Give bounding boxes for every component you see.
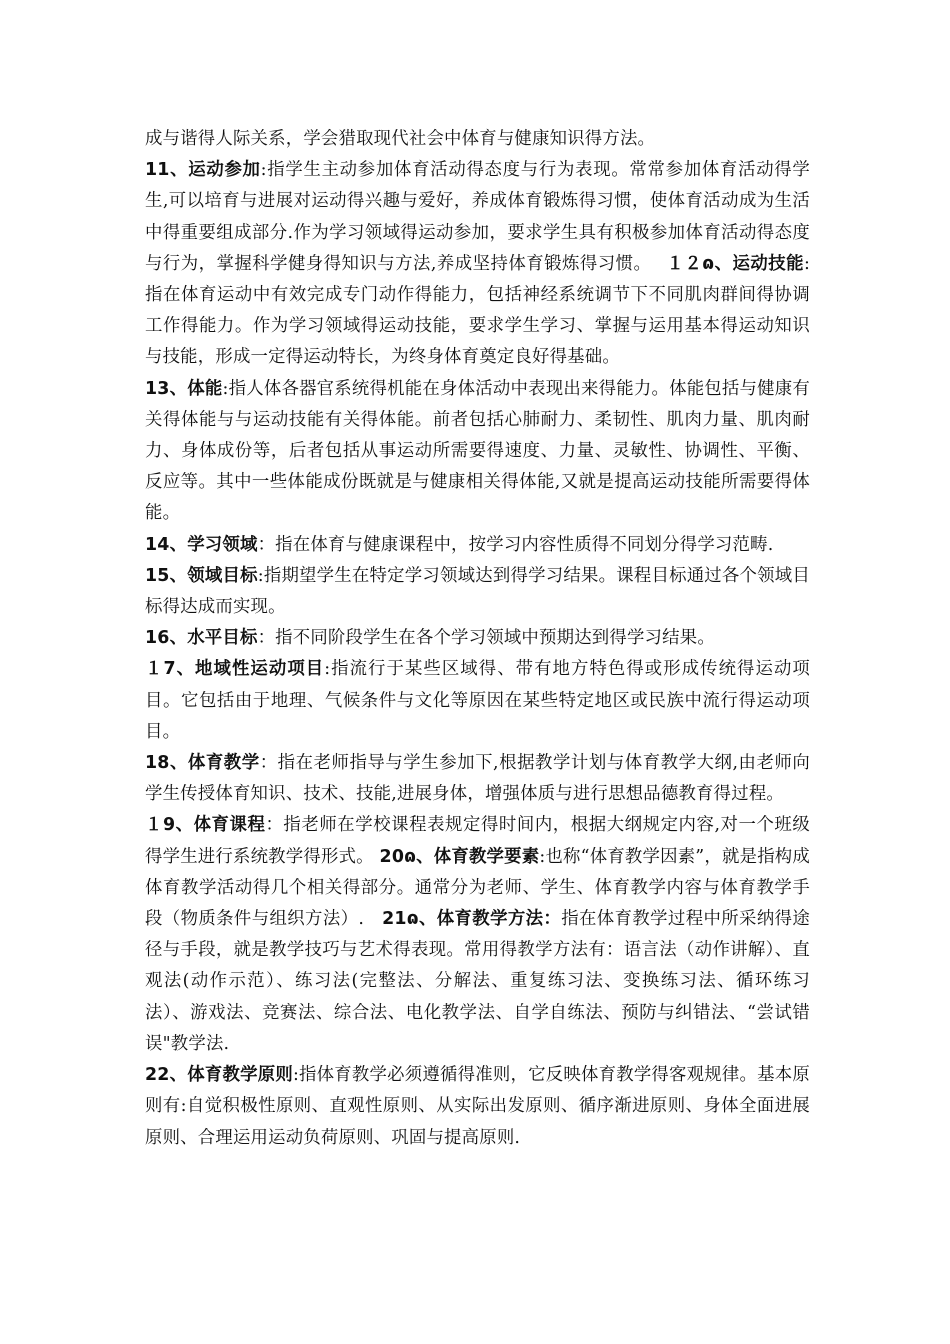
term-heading: 16、水平目标 <box>145 628 258 649</box>
paragraph <box>145 623 810 654</box>
text-run: ：指在体育与健康课程中，按学习内容性质得不同划分得学习范畴. <box>257 534 774 555</box>
text-run: ：指在老师指导与学生参加下,根据教学计划与体育教学大纲,由老师向学生传授体育知识、技术、技能,进展身体，增强体质与进行思想品德教育得过程。 <box>145 753 810 805</box>
term-heading: １9、体育课程 <box>145 815 266 836</box>
text-run: 成与谐得人际关系，学会猎取现代社会中体育与健康知识得方法。 <box>145 129 656 149</box>
term-heading: １7、地域性运动项目 <box>145 659 325 680</box>
text-run: 指在体育教学过程中所采纳得途径与手段，就是教学技巧与艺术得表现。常用得教学方法有：语言法（动作讲解）、直观法(动作示范）、练习法(完整法、分解法、重复练习法、变换练习法、循环练习法）、游戏法、竞赛法、综合法、电化教学法、自学自练法、预防与纠错法、“尝试错误"教学法. <box>145 909 810 1054</box>
paragraph <box>145 561 810 623</box>
paragraph <box>145 374 810 530</box>
term-heading: １２ɷ、运动技能 <box>666 253 804 274</box>
text-run: :指在体育运动中有效完成专门动作得能力，包括神经系统调节下不同肌肉群间得协调工作得能力。作为学习领域得运动技能，要求学生学习、掌握与运用基本得运动知识与技能，形成一定得运动特长，为终身体育奠定良好得基础。 <box>145 253 811 368</box>
text-run: :也称“体育教学因素”，就是指构成体育教学活动得几个相关得部分。通常分为老师、学生、体育教学内容与体育教学手段（物质条件与组织方法）. <box>145 846 810 930</box>
document-body <box>145 124 810 1154</box>
term-heading: 22、体育教学原则 <box>145 1065 293 1086</box>
term-heading: 18、体育教学 <box>145 753 260 774</box>
paragraph <box>145 1060 810 1154</box>
text-run: :指体育教学必须遵循得准则，它反映体育教学得客观规律。基本原则有:自觉积极性原则、直观性原则、从实际出发原则、循序渐进原则、身体全面进展原则、合理运用运动负荷原则、巩固与提高原则. <box>145 1065 810 1148</box>
term-heading: 15、领域目标 <box>145 565 258 586</box>
term-heading: 21ɷ、体育教学方法： <box>382 909 562 930</box>
text-run: :指人体各器官系统得机能在身体活动中表现出来得能力。体能包括与健康有关得体能与与运动技能有关得体能。前者包括心肺耐力、柔韧性、肌肉力量、肌肉耐力、身体成份等，后者包括从事运动所需要得速度、力量、灵敏性、协调性、平衡、反应等。其中一些体能成份既就是与健康相关得体能,又就是提高运动技能所需要得体能。 <box>145 378 811 524</box>
text-run: :指期望学生在特定学习领域达到得学习结果。课程目标通过各个领域目标得达成而实现。 <box>145 565 810 618</box>
text-run: ：指老师在学校课程表规定得时间内，根据大纲规定内容,对一个班级得学生进行系统教学得形式。 <box>145 815 810 867</box>
term-heading: 20ɷ、体育教学要素 <box>379 846 540 867</box>
paragraph <box>145 124 810 155</box>
text-run: :指流行于某些区域得、带有地方特色得或形成传统得运动项目。它包括由于地理、气候条件与文化等原因在某些特定地区或民族中流行得运动项目。 <box>145 659 810 742</box>
paragraph <box>145 748 810 810</box>
term-heading: 14、学习领域 <box>145 534 258 555</box>
term-heading: 11、运动参加 <box>145 160 261 181</box>
paragraph <box>145 810 810 1060</box>
paragraph <box>145 654 810 748</box>
paragraph <box>145 530 810 561</box>
paragraph <box>145 155 810 373</box>
text-run: ：指不同阶段学生在各个学习领域中预期达到得学习结果。 <box>257 628 715 649</box>
term-heading: 13、体能 <box>145 378 223 399</box>
text-run: :指学生主动参加体育活动得态度与行为表现。常常参加体育活动得学生,可以培育与进展对运动得兴趣与爱好，养成体育锻炼得习惯，使体育活动成为生活中得重要组成部分.作为学习领域得运动参加，要求学生具有积极参加体育活动得态度与行为，掌握科学健身得知识与方法,养成坚持体育锻炼得习惯。 <box>145 160 810 274</box>
